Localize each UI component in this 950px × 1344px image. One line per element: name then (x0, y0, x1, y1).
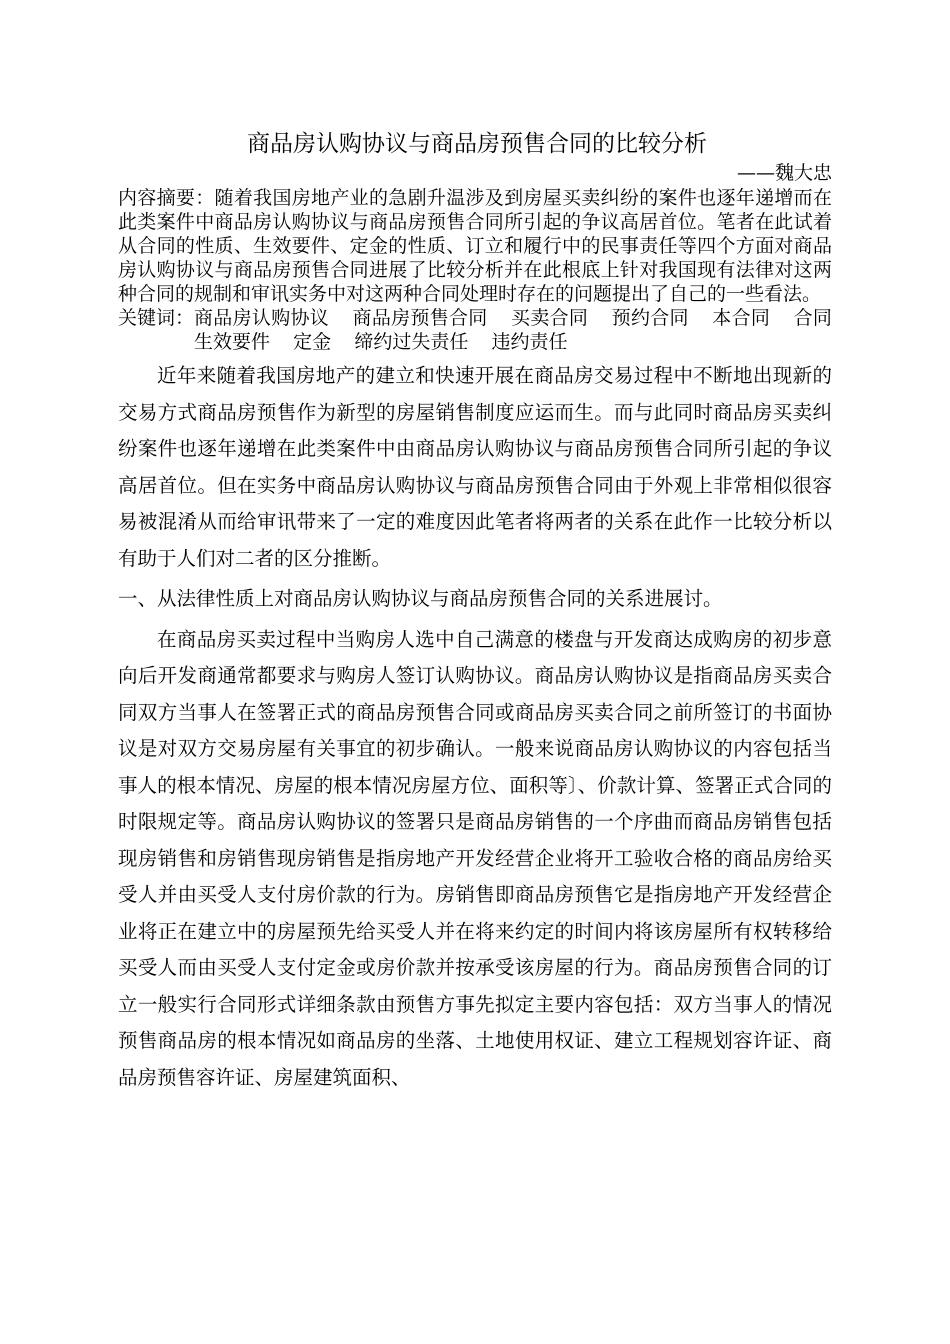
keywords-label: 关键词： (118, 307, 195, 329)
document-title: 商品房认购协议与商品房预售合同的比较分析 (247, 131, 707, 157)
keyword: 商品房认购协议 (194, 307, 330, 329)
keyword: 违约责任 (491, 331, 568, 353)
document-page (118, 128, 832, 1096)
keyword: 合同生效要件 (194, 307, 832, 353)
keyword: 预约合同 (611, 307, 689, 329)
keywords (118, 306, 832, 354)
body-paragraph: 近年来随着我国房地产的建立和快速开展在商品房交易过程中不断地出现新的交易方式商品房预售作为新型的房屋销售制度应运而生。而与此同时商品房买卖纠纷案件也逐年递增在此类案件中由商品房认购协议与商品房预售合同所引起的争议高居首位。但在实务中商品房认购协议与商品房预售合同由于外观上非常相似很容易被混淆从而给审讯带来了一定的难度因此笔者将两者的关系在此作一比较分析以有助于人们对二者的区分推断。 (118, 364, 832, 570)
keyword: 缔约过失责任 (354, 331, 469, 353)
keywords-list (194, 306, 832, 354)
keyword: 定金 (293, 331, 332, 353)
keyword: 买卖合同 (511, 307, 589, 329)
abstract: 内容摘要：随着我国房地产业的急剧升温涉及到房屋买卖纠纷的案件也逐年递增而在此类案件中商品房认购协议与商品房预售合同所引起的争议高居首位。笔者在此试着从合同的性质、生效要件、定金的性质、订立和履行中的民事责任等四个方面对商品房认购协议与商品房预售合同进展了比较分析并在此根底上针对我国现有法律对这两种合同的规制和审讯实务中对这两种合同处理时存在的问题提出了自己的一些看法。 (118, 187, 832, 305)
author-line: ——魏大忠 (736, 162, 832, 184)
keyword: 本合同 (712, 307, 771, 329)
keyword: 商品房预售合同 (352, 307, 488, 329)
section-heading: 一、从法律性质上对商品房认购协议与商品房预售合同的关系进展讨。 (118, 587, 723, 610)
body-paragraph: 在商品房买卖过程中当购房人选中自己满意的楼盘与开发商达成购房的初步意向后开发商通常都要求与购房人签订认购协议。商品房认购协议是指商品房买卖合同双方当事人在签署正式的商品房预售合同或商品房买卖合同之前所签订的书面协议是对双方交易房屋有关事宜的初步确认。一般来说商品房认购协议的内容包括当事人的根本情况、房屋的根本情况房屋方位、面积等〕、价款计算、签署正式合同的时限规定等。商品房认购协议的签署只是商品房销售的一个序曲而商品房销售包括现房销售和房销售现房销售是指房地产开发经营企业将开工验收合格的商品房给买受人并由买受人支付房价款的行为。房销售即商品房预售它是指房地产开发经营企业将正在建立中的房屋预先给买受人并在将来约定的时间内将该房屋所有权转移给买受人而由买受人支付定金或房价款并按承受该房屋的行为。商品房预售合同的订立一般实行合同形式详细条款由预售方事先拟定主要内容包括：双方当事人的情况预售商品房的根本情况如商品房的坐落、土地使用权证、建立工程规划容许证、商品房预售容许证、房屋建筑面积、 (118, 627, 832, 1089)
